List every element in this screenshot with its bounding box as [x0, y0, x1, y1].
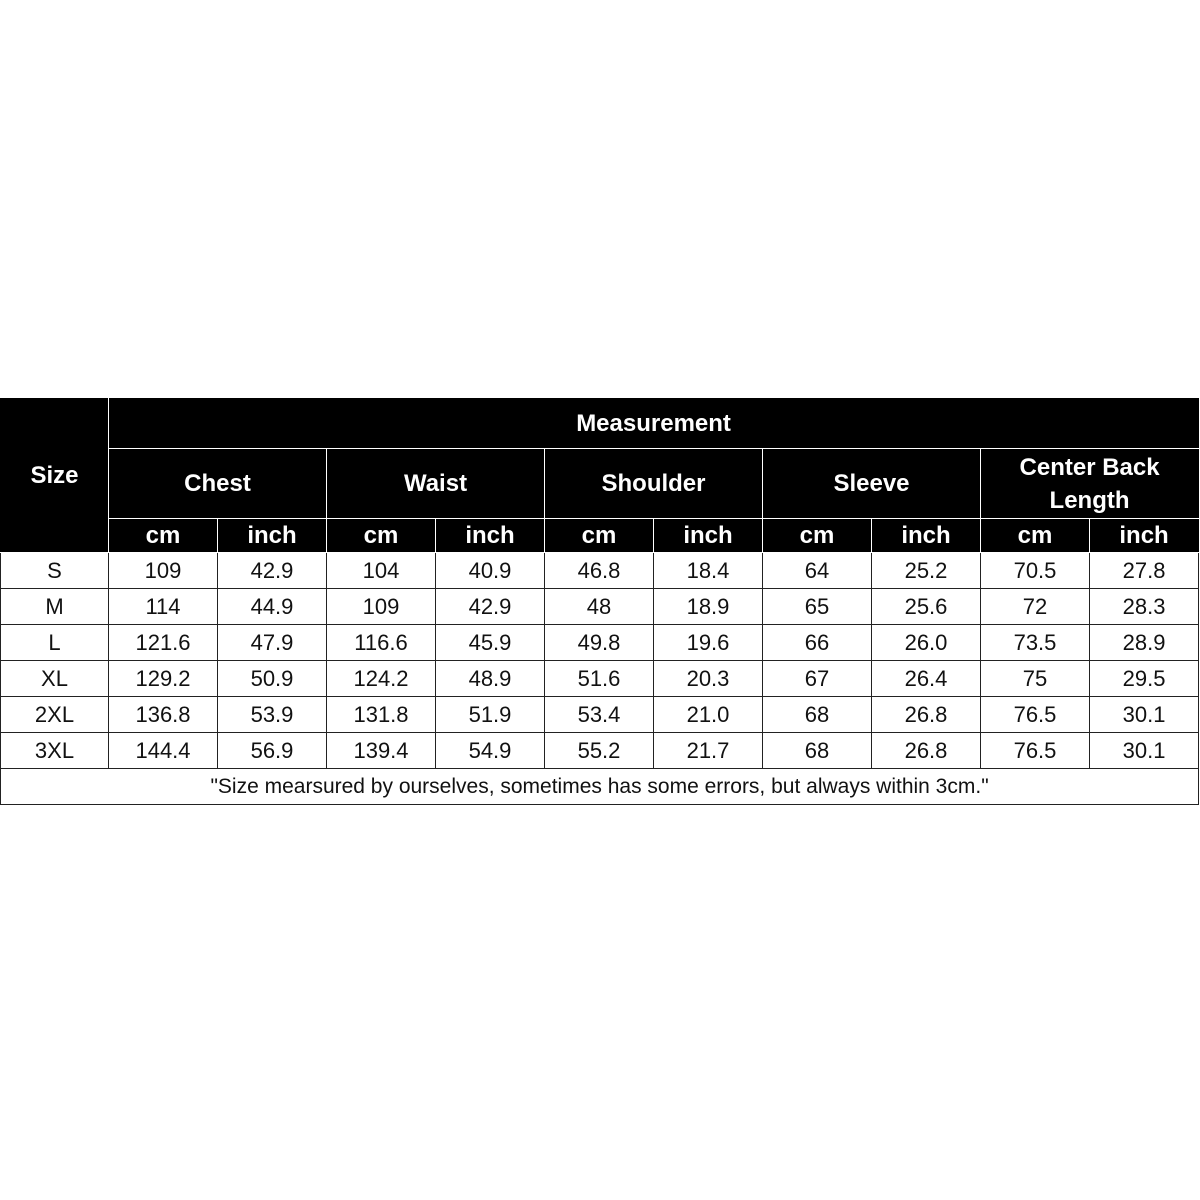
value-cell: 48.9: [436, 661, 545, 697]
value-cell: 30.1: [1090, 697, 1199, 733]
unit-header-inch: inch: [654, 519, 763, 553]
value-cell: 76.5: [981, 697, 1090, 733]
value-cell: 65: [763, 589, 872, 625]
size-cell: L: [1, 625, 109, 661]
size-cell: XL: [1, 661, 109, 697]
size-cell: M: [1, 589, 109, 625]
unit-header-cm: cm: [763, 519, 872, 553]
unit-header-cm: cm: [109, 519, 218, 553]
table-row: [1, 661, 1199, 697]
value-cell: 30.1: [1090, 733, 1199, 769]
value-cell: 25.6: [872, 589, 981, 625]
value-cell: 26.0: [872, 625, 981, 661]
value-cell: 136.8: [109, 697, 218, 733]
unit-header-cm: cm: [981, 519, 1090, 553]
value-cell: 129.2: [109, 661, 218, 697]
value-cell: 21.0: [654, 697, 763, 733]
value-cell: 114: [109, 589, 218, 625]
value-cell: 48: [545, 589, 654, 625]
value-cell: 28.9: [1090, 625, 1199, 661]
table-row: [1, 697, 1199, 733]
value-cell: 104: [327, 553, 436, 589]
unit-header-cm: cm: [545, 519, 654, 553]
value-cell: 18.9: [654, 589, 763, 625]
value-cell: 44.9: [218, 589, 327, 625]
shoulder-header: Shoulder: [545, 449, 763, 519]
center-back-length-header: Center Back Length: [981, 449, 1199, 519]
value-cell: 68: [763, 697, 872, 733]
value-cell: 25.2: [872, 553, 981, 589]
size-cell: 2XL: [1, 697, 109, 733]
measurement-header: Measurement: [109, 399, 1199, 449]
table-row: [1, 589, 1199, 625]
value-cell: 124.2: [327, 661, 436, 697]
value-cell: 29.5: [1090, 661, 1199, 697]
value-cell: 27.8: [1090, 553, 1199, 589]
value-cell: 46.8: [545, 553, 654, 589]
unit-header-inch: inch: [872, 519, 981, 553]
value-cell: 131.8: [327, 697, 436, 733]
table-row: [1, 553, 1199, 589]
value-cell: 56.9: [218, 733, 327, 769]
table-row: [1, 733, 1199, 769]
value-cell: 51.9: [436, 697, 545, 733]
value-cell: 54.9: [436, 733, 545, 769]
value-cell: 18.4: [654, 553, 763, 589]
note-row: [1, 769, 1199, 805]
size-chart-table: [0, 398, 1199, 805]
value-cell: 21.7: [654, 733, 763, 769]
value-cell: 51.6: [545, 661, 654, 697]
value-cell: 73.5: [981, 625, 1090, 661]
sleeve-header: Sleeve: [763, 449, 981, 519]
value-cell: 26.8: [872, 697, 981, 733]
value-cell: 76.5: [981, 733, 1090, 769]
size-header: Size: [1, 399, 109, 553]
table-row: [1, 625, 1199, 661]
value-cell: 50.9: [218, 661, 327, 697]
unit-header-inch: inch: [218, 519, 327, 553]
unit-header-inch: inch: [436, 519, 545, 553]
value-cell: 55.2: [545, 733, 654, 769]
value-cell: 66: [763, 625, 872, 661]
size-cell: S: [1, 553, 109, 589]
size-cell: 3XL: [1, 733, 109, 769]
value-cell: 26.4: [872, 661, 981, 697]
value-cell: 42.9: [218, 553, 327, 589]
value-cell: 47.9: [218, 625, 327, 661]
value-cell: 26.8: [872, 733, 981, 769]
measurement-note: "Size mearsured by ourselves, sometimes has some errors, but always within 3cm.": [1, 769, 1199, 805]
value-cell: 116.6: [327, 625, 436, 661]
unit-header-cm: cm: [327, 519, 436, 553]
value-cell: 109: [109, 553, 218, 589]
value-cell: 72: [981, 589, 1090, 625]
value-cell: 144.4: [109, 733, 218, 769]
value-cell: 70.5: [981, 553, 1090, 589]
value-cell: 20.3: [654, 661, 763, 697]
chest-header: Chest: [109, 449, 327, 519]
value-cell: 49.8: [545, 625, 654, 661]
value-cell: 121.6: [109, 625, 218, 661]
value-cell: 53.9: [218, 697, 327, 733]
value-cell: 67: [763, 661, 872, 697]
value-cell: 109: [327, 589, 436, 625]
value-cell: 53.4: [545, 697, 654, 733]
value-cell: 28.3: [1090, 589, 1199, 625]
value-cell: 45.9: [436, 625, 545, 661]
value-cell: 40.9: [436, 553, 545, 589]
value-cell: 64: [763, 553, 872, 589]
value-cell: 75: [981, 661, 1090, 697]
value-cell: 19.6: [654, 625, 763, 661]
value-cell: 42.9: [436, 589, 545, 625]
waist-header: Waist: [327, 449, 545, 519]
unit-header-inch: inch: [1090, 519, 1199, 553]
value-cell: 68: [763, 733, 872, 769]
value-cell: 139.4: [327, 733, 436, 769]
